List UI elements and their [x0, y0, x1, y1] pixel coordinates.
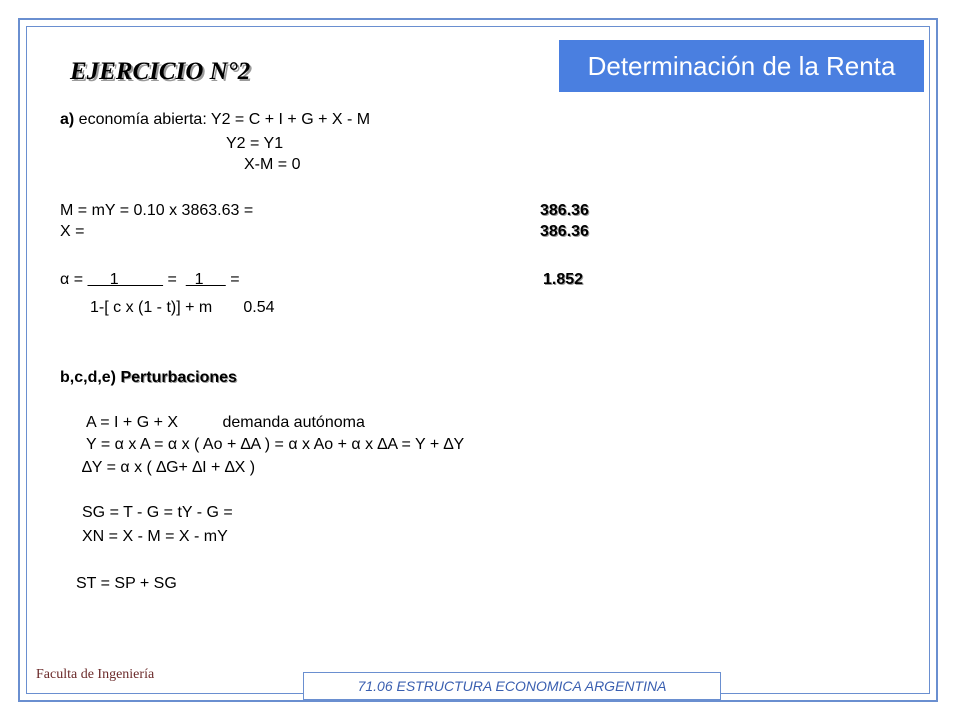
- exercise-heading: EJERCICIO N°2: [70, 58, 251, 85]
- income-eq: Y = α x A = α x ( Ao + ∆A ) = α x Ao + α x ∆A = Y + ∆Y: [86, 436, 465, 453]
- autonomous-demand-eq: A = I + G + X demanda autónoma: [86, 414, 365, 431]
- public-saving-eq: SG = T - G = tY - G =: [82, 504, 233, 521]
- alpha-numerator-2: 1: [185, 271, 226, 288]
- m-equation: M = mY = 0.10 x 3863.63 =: [60, 202, 254, 219]
- part-bcde-header: [60, 368, 237, 388]
- x-value: 386.36: [540, 223, 589, 240]
- alpha-value: 1.852: [543, 271, 584, 288]
- alpha-prefix: α =: [60, 271, 88, 288]
- course-footer: 71.06 ESTRUCTURA ECONOMICA ARGENTINA: [303, 672, 721, 700]
- y2-equals-y1: Y2 = Y1: [226, 135, 284, 152]
- part-bcde-label: b,c,d,e): [60, 369, 117, 386]
- delta-income-eq: ∆Y = α x ( ∆G+ ∆I + ∆X ): [82, 459, 256, 476]
- slide-title: Determinación de la Renta: [559, 40, 924, 92]
- part-a-label: a): [60, 111, 75, 128]
- alpha-equals-2: =: [225, 271, 240, 288]
- faculty-footer: Faculta de Ingeniería: [36, 667, 155, 682]
- multiplier-equation: [60, 270, 240, 290]
- x-equation: X =: [60, 223, 85, 240]
- part-a-line1: [60, 110, 370, 130]
- net-exports-eq: XN = X - M = X - mY: [82, 528, 228, 545]
- total-saving-eq: ST = SP + SG: [76, 575, 177, 592]
- alpha-equals: =: [163, 271, 186, 288]
- x-minus-m-zero: X-M = 0: [244, 156, 301, 173]
- m-value: 386.36: [540, 202, 589, 219]
- open-economy-equation: economía abierta: Y2 = C + I + G + X - M: [74, 111, 371, 128]
- alpha-numerator-1: 1: [87, 271, 164, 288]
- multiplier-denominator: 1-[ c x (1 - t)] + m 0.54: [90, 299, 275, 316]
- perturbaciones-title: Perturbaciones: [120, 369, 237, 386]
